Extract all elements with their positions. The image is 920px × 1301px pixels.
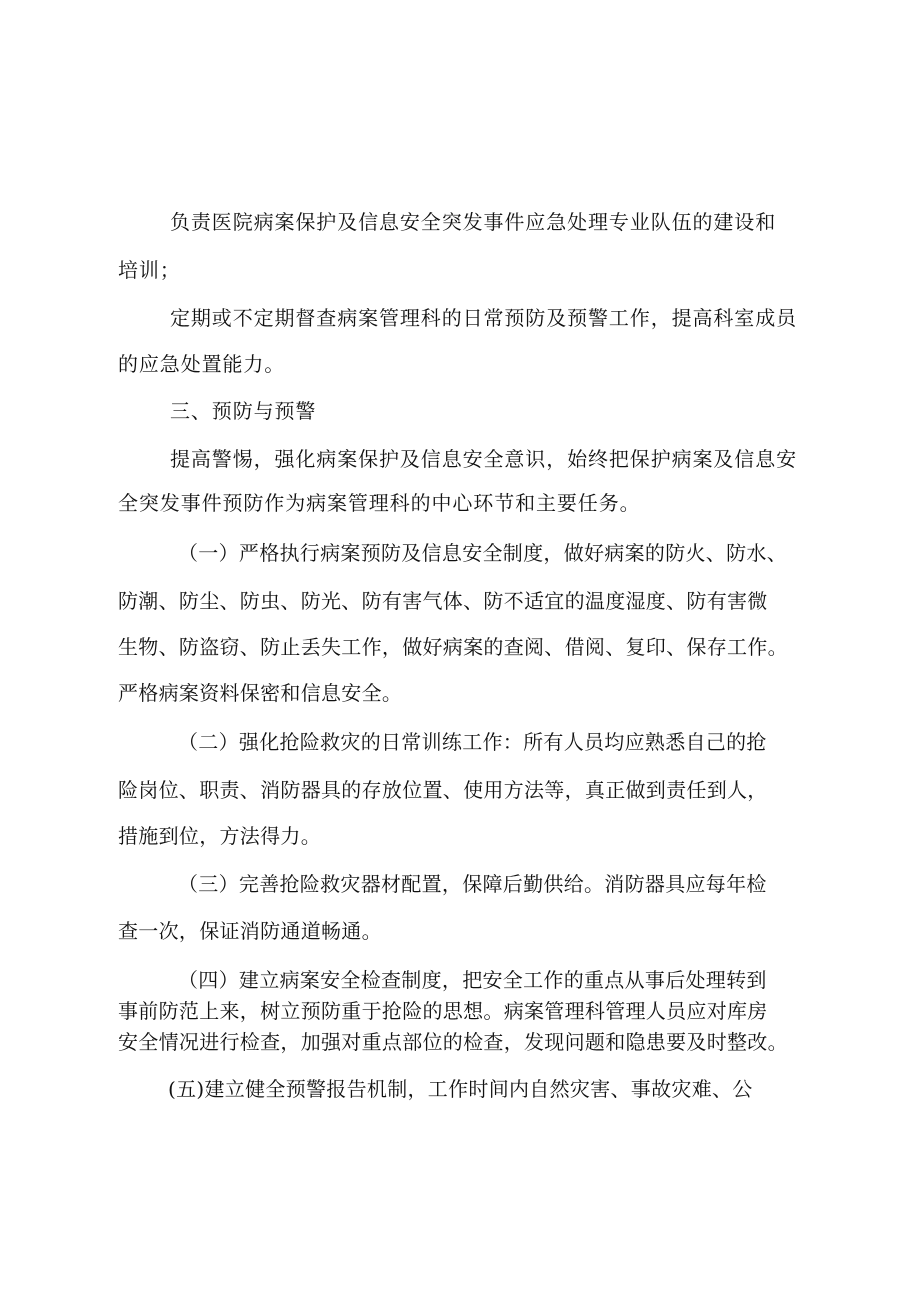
text-line: 事前防范上来，树立预防重于抢险的思想。病案管理科管理人员应对库房 — [118, 999, 768, 1023]
text-line: 严格病案资料保密和信息安全。 — [118, 681, 403, 705]
text-line: 防潮、防尘、防虫、防光、防有害气体、防不适宜的温度湿度、防有害微 — [118, 589, 768, 613]
text-line: 负责医院病案保护及信息安全突发事件应急处理专业队伍的建设和 — [170, 210, 777, 234]
text-line: 提高警惕，强化病案保护及信息安全意识，始终把保护病案及信息安 — [170, 447, 797, 471]
text-line: 的应急处置能力。 — [118, 352, 286, 376]
section-heading: 三、预防与预警 — [170, 399, 317, 423]
text-line: （一）严格执行病案预防及信息安全制度，做好病案的防火、防水、 — [178, 541, 787, 565]
text-line: 生物、防盗窃、防止丢失工作，做好病案的查阅、借阅、复印、保存工作。 — [118, 635, 788, 659]
text-line: （三）完善抢险救灾器材配置，保障后勤供给。消防器具应每年检 — [178, 872, 767, 896]
text-line: （四）建立病案安全检查制度，把安全工作的重点从事后处理转到 — [178, 968, 767, 992]
text-line: 全突发事件预防作为病案管理科的中心环节和主要任务。 — [118, 491, 641, 515]
text-line: 培训； — [118, 258, 181, 282]
text-line: 查一次，保证消防通道畅通。 — [118, 919, 382, 943]
text-line: 措施到位，方法得力。 — [118, 824, 321, 848]
text-line: （二）强化抢险救灾的日常训练工作：所有人员均应熟悉自己的抢 — [178, 730, 767, 754]
text-line: 险岗位、职责、消防器具的存放位置、使用方法等，真正做到责任到人， — [118, 778, 768, 802]
text-line: (五)建立健全预警报告机制，工作时间内自然灾害、事故灾难、公 — [168, 1077, 753, 1101]
text-line: 安全情况进行检查，加强对重点部位的检查，发现问题和隐患要及时整改。 — [118, 1030, 788, 1054]
text-line: 定期或不定期督查病案管理科的日常预防及预警工作，提高科室成员 — [170, 306, 797, 330]
